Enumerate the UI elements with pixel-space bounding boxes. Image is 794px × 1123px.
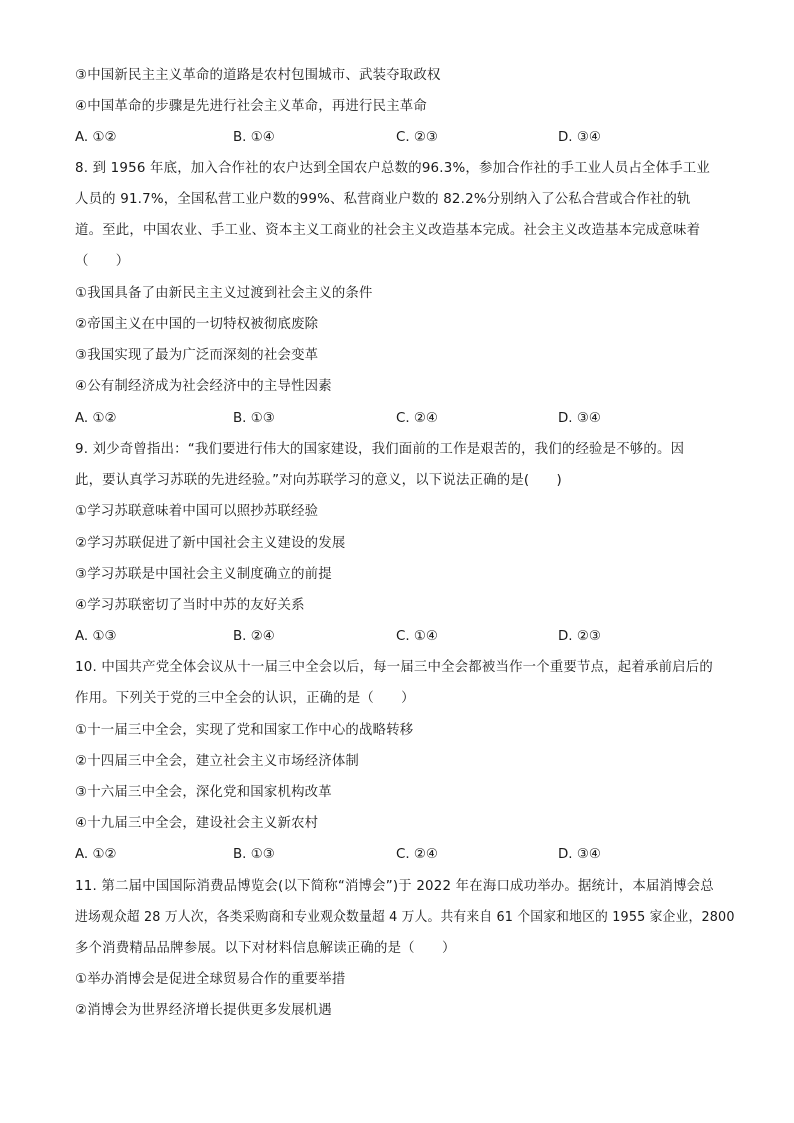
q7-option-c[interactable]: C. ②③ (396, 130, 438, 145)
q9-statement-2: ②学习苏联促进了新中国社会主义建设的发展 (75, 536, 346, 551)
q8-statement-1: ①我国具备了由新民主主义过渡到社会主义的条件 (75, 286, 373, 301)
q8-stem-line-3: 道。至此，中国农业、手工业、资本主义工商业的社会主义改造基本完成。社会主义改造基本完成意味着 (75, 223, 701, 238)
q10-statement-3: ③十六届三中全会，深化党和国家机构改革 (75, 785, 332, 800)
q9-stem-line-2: 此，要认真学习苏联的先进经验。”对向苏联学习的意义，以下说法正确的是( ) (75, 473, 562, 488)
q9-statement-4: ④学习苏联密切了当时中苏的友好关系 (75, 598, 305, 613)
q9-option-c[interactable]: C. ①④ (396, 629, 438, 644)
q11-statement-2: ②消博会为世界经济增长提供更多发展机遇 (75, 1003, 332, 1018)
q9-option-b[interactable]: B. ②④ (233, 629, 275, 644)
q10-statement-2: ②十四届三中全会，建立社会主义市场经济体制 (75, 754, 360, 769)
q7-statement-3: ③中国新民主主义革命的道路是农村包围城市、武装夺取政权 (75, 68, 441, 83)
q8-statement-3: ③我国实现了最为广泛而深刻的社会变革 (75, 348, 319, 363)
q7-option-b[interactable]: B. ①④ (233, 130, 275, 145)
q7-option-a[interactable]: A. ①② (75, 130, 117, 145)
q10-stem-line-1: 10. 中国共产党全体会议从十一届三中全会以后，每一届三中全会都被当作一个重要节点，起着承前启后的 (75, 660, 713, 675)
q9-statement-1: ①学习苏联意味着中国可以照抄苏联经验 (75, 504, 319, 519)
q9-option-a[interactable]: A. ①③ (75, 629, 117, 644)
q7-statement-4: ④中国革命的步骤是先进行社会主义革命，再进行民主革命 (75, 99, 427, 114)
q10-option-d[interactable]: D. ③④ (558, 847, 601, 862)
q8-statement-2: ②帝国主义在中国的一切特权被彻底废除 (75, 317, 319, 332)
q9-statement-3: ③学习苏联是中国社会主义制度确立的前提 (75, 567, 332, 582)
q8-option-a[interactable]: A. ①② (75, 411, 117, 426)
q8-option-c[interactable]: C. ②④ (396, 411, 438, 426)
q10-option-b[interactable]: B. ①③ (233, 847, 275, 862)
q10-option-a[interactable]: A. ①② (75, 847, 117, 862)
q10-statement-4: ④十九届三中全会，建设社会主义新农村 (75, 816, 319, 831)
q8-stem-line-2: 人员的 91.7%，全国私营工业户数的99%、私营商业户数的 82.2%分别纳入了公私合营或合作社的轨 (75, 192, 691, 207)
q8-option-d[interactable]: D. ③④ (558, 411, 601, 426)
q9-option-d[interactable]: D. ②③ (558, 629, 601, 644)
q8-stem-line-1: 8. 到 1956 年底，加入合作社的农户达到全国农户总数的96.3%，参加合作社的手工业人员占全体手工业 (75, 161, 710, 176)
q11-stem-line-2: 进场观众超 28 万人次，各类采购商和专业观众数量超 4 万人。共有来自 61 个国家和地区的 1955 家企业，2800 (75, 910, 735, 925)
q9-stem-line-1: 9. 刘少奇曾指出：“我们要进行伟大的国家建设，我们面前的工作是艰苦的，我们的经验是不够的。因 (75, 442, 685, 457)
q11-stem-line-1: 11. 第二届中国国际消费品博览会(以下简称“消博会”)于 2022 年在海口成功举办。据统计，本届消博会总 (75, 879, 714, 894)
q11-stem-line-3: 多个消费精品品牌参展。以下对材料信息解读正确的是（ ） (75, 941, 456, 956)
q7-options (75, 128, 735, 148)
q10-statement-1: ①十一届三中全会，实现了党和国家工作中心的战略转移 (75, 723, 414, 738)
q8-option-b[interactable]: B. ①③ (233, 411, 275, 426)
q8-statement-4: ④公有制经济成为社会经济中的主导性因素 (75, 379, 332, 394)
q10-options (75, 845, 735, 865)
q11-statement-1: ①举办消博会是促进全球贸易合作的重要举措 (75, 972, 346, 987)
q10-stem-line-2: 作用。下列关于党的三中全会的认识，正确的是（ ） (75, 691, 415, 706)
q8-options (75, 409, 735, 429)
q7-option-d[interactable]: D. ③④ (558, 130, 601, 145)
q8-stem-blank: （ ） (75, 254, 130, 269)
q10-option-c[interactable]: C. ②④ (396, 847, 438, 862)
q9-options (75, 627, 735, 647)
